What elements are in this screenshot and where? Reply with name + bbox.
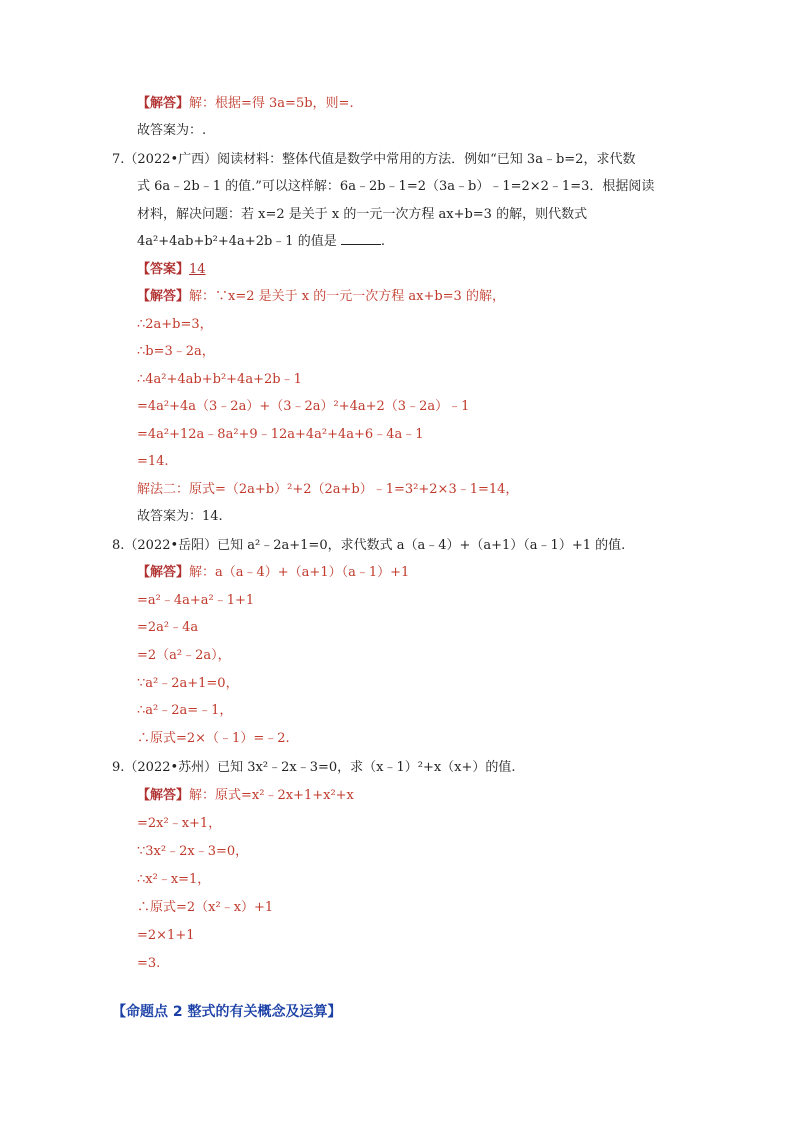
solution-text: 解：a（a﹣4）+（a+1）（a﹣1）+1 — [189, 565, 410, 580]
q9-solution-line-4: ∴x²﹣x=1， — [137, 872, 211, 887]
q7-question-line-4 — [137, 232, 385, 252]
q8-question-line: 8.（2022•岳阳）已知 a²﹣2a+1=0，求代数式 a（a﹣4）+（a+1）（a﹣1）+1 的值. — [112, 538, 626, 553]
result-line-top: 故答案为：. — [137, 123, 207, 138]
q9-solution-line-5: ∴原式=2（x²﹣x）+1 — [137, 900, 274, 915]
q7-solution-line-7: =14. — [137, 454, 169, 469]
q7-solution-line-3: ∴b=3﹣2a， — [137, 344, 215, 359]
q7-solution-line-4: ∴4a²+4ab+b²+4a+2b﹣1 — [137, 372, 302, 387]
q7-answer-line — [137, 260, 206, 280]
q7-question-text: 4a²+4ab+b²+4a+2b﹣1 的值是 — [137, 234, 337, 249]
solution-tag: 【解答】 — [137, 788, 190, 803]
q7-question-end: . — [380, 234, 385, 249]
answer-line-top — [137, 94, 354, 114]
q8-solution-line-4: =2（a²﹣2a）， — [137, 648, 231, 663]
q8-solution-line-2: =a²﹣4a+a²﹣1+1 — [137, 593, 255, 608]
section-heading: 【命题点 2 整式的有关概念及运算】 — [112, 1004, 342, 1020]
q7-solution-line-2: ∴2a+b=3， — [137, 317, 213, 332]
q7-question-line-1: 7.（2022•广西）阅读材料：整体代值是数学中常用的方法．例如“已知 3a﹣b=2，求代数 — [112, 152, 636, 167]
q7-solution-line-1 — [137, 287, 505, 307]
q8-solution-line-5: ∵a²﹣2a+1=0， — [137, 676, 239, 691]
solution-tag: 【解答】 — [137, 289, 190, 304]
q9-solution-line-3: ∵3x²﹣2x﹣3=0， — [137, 844, 249, 859]
q7-question-line-3: 材料，解决问题：若 x=2 是关于 x 的一元一次方程 ax+b=3 的解，则代数式 — [137, 207, 588, 222]
solution-tag: 【解答】 — [137, 565, 190, 580]
answer-blank — [341, 232, 381, 245]
solution-tag: 【解答】 — [137, 96, 190, 111]
q9-solution-line-2: =2x²﹣x+1， — [137, 816, 222, 831]
q7-solution-line-5: =4a²+4a（3﹣2a）+（3﹣2a）²+4a+2（3﹣2a）﹣1 — [137, 399, 470, 414]
q9-solution-line-6: =2×1+1 — [137, 928, 195, 943]
q9-question-line: 9.（2022•苏州）已知 3x²﹣2x﹣3=0，求（x﹣1）²+x（x+）的值. — [112, 760, 516, 775]
q8-solution-line-3: =2a²﹣4a — [137, 620, 199, 635]
q7-method2-line: 解法二：原式=（2a+b）²+2（2a+b）﹣1=3²+2×3﹣1=14， — [137, 482, 519, 497]
q7-result-line: 故答案为：14. — [137, 509, 223, 524]
q9-solution-line-1 — [137, 786, 354, 806]
answer-label: 【答案】 — [137, 262, 190, 277]
q7-solution-line-6: =4a²+12a﹣8a²+9﹣12a+4a²+4a+6﹣4a﹣1 — [137, 427, 424, 442]
solution-text: 解：原式=x²﹣2x+1+x²+x — [189, 788, 354, 803]
solution-text: 解：∵x=2 是关于 x 的一元一次方程 ax+b=3 的解， — [189, 289, 505, 304]
answer-value: 14 — [189, 262, 206, 277]
q7-question-line-2: 式 6a﹣2b﹣1 的值.”可以这样解：6a﹣2b﹣1=2（3a﹣b）﹣1=2×2﹣1=3．根据阅读 — [137, 179, 655, 194]
q8-solution-line-6: ∴a²﹣2a=﹣1， — [137, 703, 233, 718]
solution-text: 解：根据=得 3a=5b，则=. — [189, 96, 354, 111]
q8-solution-line-7: ∴原式=2×（﹣1）=﹣2. — [137, 731, 290, 746]
q8-solution-line-1 — [137, 563, 409, 583]
q9-solution-line-7: =3. — [137, 956, 161, 971]
